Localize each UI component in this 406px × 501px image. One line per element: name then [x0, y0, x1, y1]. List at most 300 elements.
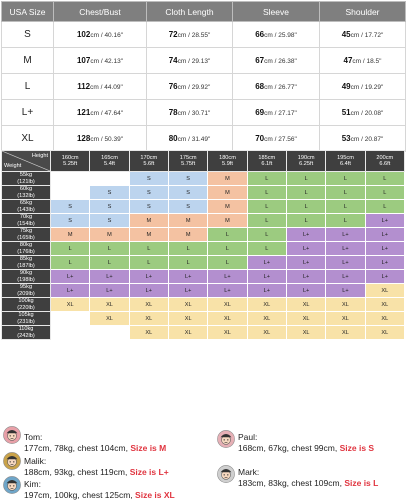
size-grid-cell: L	[247, 242, 286, 256]
size-grid-cell: L	[286, 172, 325, 186]
weight-kg-label: 75kg	[19, 228, 33, 234]
unit-label: cm /	[350, 110, 365, 117]
header-chest-bust: Chest/Bust	[54, 2, 147, 22]
weight-lb-label: (242lb)	[17, 332, 35, 339]
weight-label-cell	[2, 326, 51, 340]
unit-label: cm /	[352, 58, 367, 65]
height-ft-label: 6.4ft	[340, 161, 351, 167]
weight-row	[2, 186, 405, 200]
size-grid-cell: XL	[90, 312, 129, 326]
unit-label: cm /	[350, 32, 365, 39]
height-cm-label: 185cm	[258, 154, 276, 161]
height-cm-label: 165cm	[101, 154, 118, 161]
weight-row	[2, 200, 405, 214]
weight-label-cell	[2, 186, 51, 200]
height-ft-label: 6.25ft	[299, 161, 314, 167]
size-grid-cell: L+	[365, 214, 404, 228]
weight-label-cell	[2, 228, 51, 242]
size-grid-cell: L+	[168, 270, 207, 284]
size-grid-cell	[51, 312, 90, 326]
weight-lb-label: (132lb)	[17, 192, 35, 199]
size-grid-cell: L+	[247, 284, 286, 298]
size-grid-cell: XL	[90, 298, 129, 312]
size-grid-cell: L	[286, 200, 325, 214]
example-size-result: Size is L	[344, 478, 379, 488]
weight-label-cell	[2, 214, 51, 228]
size-grid-cell: XL	[129, 312, 168, 326]
weight-label-cell	[2, 312, 51, 326]
height-cm-label: 200cm	[376, 154, 394, 161]
size-grid-cell: S	[168, 172, 207, 186]
length-measurement-cell	[147, 22, 233, 48]
chest-cm-value: 102	[76, 30, 91, 39]
size-grid-cell: L+	[208, 284, 247, 298]
sleeve-inch-value: 27.17"	[278, 110, 297, 117]
size-grid-cell: XL	[365, 312, 404, 326]
example-person-name: Malik:	[24, 456, 47, 466]
fit-example-3	[238, 467, 378, 489]
size-table-row	[2, 126, 406, 152]
unit-label: cm /	[90, 32, 105, 39]
weight-row	[2, 270, 405, 284]
size-grid-cell: L	[365, 172, 404, 186]
chest-cm-value: 128	[76, 134, 91, 143]
header-sleeve: Sleeve	[233, 2, 320, 22]
weight-row	[2, 284, 405, 298]
unit-label: cm /	[264, 136, 279, 143]
size-grid-cell: L	[168, 256, 207, 270]
example-measurements-line	[238, 443, 374, 454]
size-table-row	[2, 22, 406, 48]
size-grid-cell	[90, 172, 129, 186]
length-measurement-cell	[147, 126, 233, 152]
corner-height-label: Height	[31, 153, 48, 159]
size-grid-cell: L+	[129, 284, 168, 298]
size-grid-cell: L+	[365, 228, 404, 242]
size-table-row	[2, 74, 406, 100]
size-label-cell: S	[2, 22, 54, 48]
fit-grid-header-row	[2, 151, 405, 172]
weight-label-cell	[2, 200, 51, 214]
weight-kg-label: 100kg	[18, 298, 34, 304]
size-grid-cell: S	[90, 200, 129, 214]
size-grid-cell: L+	[326, 270, 365, 284]
size-table-header-row	[2, 2, 406, 22]
size-grid-cell: L+	[51, 284, 90, 298]
size-grid-cell: XL	[168, 312, 207, 326]
weight-kg-label: 70kg	[19, 214, 33, 220]
size-grid-cell: XL	[365, 298, 404, 312]
example-person-name: Paul:	[238, 432, 258, 442]
unit-label: cm /	[177, 58, 192, 65]
size-grid-cell: S	[129, 200, 168, 214]
size-grid-cell: L	[51, 256, 90, 270]
size-grid-cell: L	[326, 214, 365, 228]
size-grid-cell: XL	[208, 326, 247, 340]
example-size-result: Size is M	[130, 443, 167, 453]
size-grid-cell: L+	[286, 242, 325, 256]
weight-label-cell	[2, 284, 51, 298]
size-grid-cell: L	[90, 242, 129, 256]
shoulder-cm-value: 53	[341, 134, 351, 143]
height-ft-label: 6.1ft	[261, 161, 273, 167]
example-stats: 188cm, 93kg, chest 119cm,	[24, 467, 128, 477]
weight-lb-label: (220lb)	[17, 304, 35, 311]
size-label-cell: L+	[2, 100, 54, 126]
unit-label: cm /	[264, 58, 279, 65]
sleeve-cm-value: 69	[255, 108, 265, 117]
chest-inch-value: 50.39"	[104, 136, 124, 143]
sleeve-inch-value: 25.98"	[278, 32, 297, 39]
example-measurements-line	[24, 443, 166, 454]
shoulder-cm-value: 45	[341, 30, 351, 39]
weight-kg-label: 105kg	[18, 312, 34, 318]
size-grid-cell: L	[326, 186, 365, 200]
example-size-result: Size is XL	[135, 490, 175, 500]
weight-lb-label: (209lb)	[17, 290, 35, 297]
example-size-result: Size is L+	[129, 467, 169, 477]
size-grid-cell: S	[129, 172, 168, 186]
height-ft-label: 6.6ft	[379, 161, 391, 167]
chest-inch-value: 40.16"	[104, 32, 124, 39]
weight-kg-label: 90kg	[19, 270, 33, 276]
size-measurement-table	[1, 1, 406, 152]
size-grid-cell: M	[168, 228, 207, 242]
weight-label-cell	[2, 256, 51, 270]
unit-label: cm /	[264, 84, 279, 91]
chest-measurement-cell	[54, 74, 147, 100]
length-cm-value: 72	[168, 30, 178, 39]
size-grid-cell: L	[208, 228, 247, 242]
header-shoulder: Shoulder	[320, 2, 406, 22]
man-with-glasses-avatar-icon	[3, 476, 21, 494]
unit-label: cm /	[264, 32, 279, 39]
size-grid-cell: XL	[51, 298, 90, 312]
example-stats: 177cm, 78kg, chest 104cm,	[24, 443, 128, 453]
unit-label: cm /	[177, 32, 192, 39]
shoulder-measurement-cell	[320, 100, 406, 126]
weight-kg-label: 80kg	[19, 242, 33, 248]
height-ft-label: 5.75ft	[181, 161, 196, 167]
size-grid-cell: XL	[365, 284, 404, 298]
size-grid-cell: L+	[286, 270, 325, 284]
height-cm-label: 160cm	[61, 154, 79, 161]
size-grid-cell: L	[208, 242, 247, 256]
fit-example-4	[24, 479, 175, 501]
shoulder-inch-value: 20.08"	[364, 110, 384, 117]
grid-corner	[2, 151, 51, 172]
height-header-8	[365, 151, 404, 172]
man-with-beanie-avatar-icon	[3, 452, 21, 470]
length-inch-value: 31.49"	[191, 136, 211, 143]
chest-measurement-cell	[54, 48, 147, 74]
size-grid-cell: S	[168, 200, 207, 214]
height-header-2	[129, 151, 168, 172]
unit-label: cm /	[177, 136, 192, 143]
size-grid-cell: L+	[90, 284, 129, 298]
size-grid-cell: S	[129, 186, 168, 200]
size-grid-cell: L	[247, 186, 286, 200]
shoulder-measurement-cell	[320, 126, 406, 152]
sleeve-measurement-cell	[233, 74, 320, 100]
unit-label: cm /	[90, 84, 105, 91]
shoulder-cm-value: 47	[343, 56, 353, 65]
length-inch-value: 28.55"	[191, 32, 211, 39]
size-grid-cell: L	[326, 200, 365, 214]
length-measurement-cell	[147, 100, 233, 126]
weight-kg-label: 85kg	[19, 256, 33, 262]
shoulder-inch-value: 20.87"	[364, 136, 384, 143]
size-grid-cell: XL	[247, 326, 286, 340]
sleeve-cm-value: 66	[255, 30, 265, 39]
sleeve-measurement-cell	[233, 100, 320, 126]
example-person-name: Kim:	[24, 479, 41, 489]
size-grid-cell	[51, 172, 90, 186]
size-label-cell: L	[2, 74, 54, 100]
size-grid-cell: L	[365, 200, 404, 214]
sleeve-inch-value: 27.56"	[278, 136, 297, 143]
height-ft-label: 5.9ft	[222, 161, 233, 167]
unit-label: cm /	[350, 84, 365, 91]
size-grid-cell: M	[129, 214, 168, 228]
height-header-1	[90, 151, 129, 172]
size-grid-cell: L	[286, 186, 325, 200]
weight-lb-label: (121lb)	[17, 178, 35, 185]
length-inch-value: 30.71"	[191, 110, 211, 117]
size-grid-cell: L+	[168, 284, 207, 298]
shoulder-inch-value: 18.5"	[366, 58, 382, 65]
weight-lb-label: (198lb)	[17, 276, 35, 283]
height-cm-label: 180cm	[219, 154, 236, 161]
size-grid-cell: L	[247, 228, 286, 242]
length-measurement-cell	[147, 48, 233, 74]
size-table-row	[2, 100, 406, 126]
size-grid-cell: L+	[365, 242, 404, 256]
man-with-beard-avatar-icon	[217, 465, 235, 483]
height-ft-label: 5.25ft	[63, 161, 78, 167]
height-header-6	[286, 151, 325, 172]
height-header-7	[326, 151, 365, 172]
size-grid-cell: L	[326, 172, 365, 186]
size-grid-cell: S	[51, 200, 90, 214]
weight-label-cell	[2, 270, 51, 284]
height-ft-label: 5.6ft	[143, 161, 155, 167]
size-grid-cell: L	[208, 256, 247, 270]
size-grid-cell: L	[51, 242, 90, 256]
chest-inch-value: 44.09"	[104, 84, 123, 91]
height-ft-label: 5.4ft	[104, 161, 115, 167]
size-grid-cell: XL	[365, 326, 404, 340]
example-size-result: Size is S	[339, 443, 375, 453]
size-grid-cell: L	[247, 172, 286, 186]
size-grid-cell: L	[286, 214, 325, 228]
chest-inch-value: 42.13"	[104, 58, 124, 65]
fit-example-0	[24, 432, 166, 454]
fit-example-2	[24, 456, 169, 478]
size-grid-cell: L+	[129, 270, 168, 284]
weight-kg-label: 95kg	[19, 284, 33, 290]
size-grid-cell: L+	[286, 228, 325, 242]
size-grid-cell: L	[129, 256, 168, 270]
size-grid-cell: XL	[208, 312, 247, 326]
weight-lb-label: (165lb)	[17, 234, 35, 241]
shoulder-inch-value: 17.72"	[364, 32, 384, 39]
shoulder-cm-value: 51	[341, 108, 351, 117]
example-person-name: Mark:	[238, 467, 260, 477]
header-usa-size: USA Size	[2, 2, 54, 22]
size-grid-cell: M	[168, 214, 207, 228]
size-grid-cell: M	[51, 228, 90, 242]
weight-row	[2, 172, 405, 186]
size-grid-cell: L+	[208, 270, 247, 284]
size-grid-cell: S	[90, 186, 129, 200]
size-grid-cell: XL	[326, 298, 365, 312]
weight-kg-label: 110kg	[18, 326, 34, 332]
chest-cm-value: 121	[76, 108, 91, 117]
sleeve-cm-value: 68	[255, 82, 265, 91]
sleeve-inch-value: 26.38"	[278, 58, 297, 65]
size-grid-cell: XL	[286, 298, 325, 312]
size-grid-cell: L+	[286, 284, 325, 298]
weight-lb-label: (154lb)	[17, 220, 35, 227]
size-table-body	[2, 22, 406, 152]
example-measurements-line	[238, 478, 378, 489]
unit-label: cm /	[90, 58, 105, 65]
unit-label: cm /	[90, 136, 105, 143]
chest-cm-value: 107	[76, 56, 91, 65]
weight-label-cell	[2, 242, 51, 256]
weight-lb-label: (143lb)	[17, 206, 35, 213]
size-label-cell: XL	[2, 126, 54, 152]
example-stats: 183cm, 83kg, chest 109cm,	[238, 478, 342, 488]
length-cm-value: 76	[168, 82, 178, 91]
height-header-0	[51, 151, 90, 172]
size-grid-cell: XL	[286, 312, 325, 326]
size-grid-cell	[51, 186, 90, 200]
shoulder-measurement-cell	[320, 74, 406, 100]
weight-label-cell	[2, 298, 51, 312]
size-grid-cell: XL	[129, 298, 168, 312]
size-grid-cell: M	[208, 214, 247, 228]
chest-inch-value: 47.64"	[104, 110, 124, 117]
chest-measurement-cell	[54, 22, 147, 48]
size-grid-cell: L+	[326, 284, 365, 298]
weight-row	[2, 214, 405, 228]
weight-lb-label: (176lb)	[17, 248, 35, 255]
weight-row	[2, 242, 405, 256]
length-cm-value: 80	[168, 134, 178, 143]
length-inch-value: 29.92"	[191, 84, 211, 91]
size-grid-cell: S	[168, 186, 207, 200]
size-grid-cell: L+	[326, 228, 365, 242]
size-grid-cell: XL	[129, 326, 168, 340]
weight-lb-label: (231lb)	[17, 318, 35, 325]
size-grid-cell: S	[51, 214, 90, 228]
size-grid-cell: XL	[247, 298, 286, 312]
weight-lb-label: (187lb)	[17, 262, 35, 269]
unit-label: cm /	[177, 110, 192, 117]
size-grid-cell: XL	[208, 298, 247, 312]
size-grid-cell: XL	[286, 326, 325, 340]
length-cm-value: 74	[168, 56, 178, 65]
size-grid-cell	[90, 326, 129, 340]
size-grid-cell: L+	[326, 242, 365, 256]
height-header-3	[168, 151, 207, 172]
header-cloth-length: Cloth Length	[147, 2, 233, 22]
size-grid-cell: M	[208, 200, 247, 214]
sleeve-measurement-cell	[233, 48, 320, 74]
height-cm-label: 190cm	[297, 154, 315, 161]
sleeve-inch-value: 26.77"	[278, 84, 297, 91]
size-grid-cell: XL	[168, 326, 207, 340]
fit-grid-body	[2, 172, 405, 340]
height-cm-label: 175cm	[179, 154, 197, 161]
height-weight-size-grid	[1, 150, 405, 340]
shoulder-inch-value: 19.29"	[364, 84, 384, 91]
example-person-name: Tom:	[24, 432, 43, 442]
size-grid-cell: L+	[247, 270, 286, 284]
size-grid-cell: M	[129, 228, 168, 242]
size-grid-cell: L+	[51, 270, 90, 284]
size-grid-cell: XL	[326, 326, 365, 340]
chest-measurement-cell	[54, 126, 147, 152]
unit-label: cm /	[90, 110, 105, 117]
weight-row	[2, 312, 405, 326]
length-cm-value: 78	[168, 108, 178, 117]
chest-measurement-cell	[54, 100, 147, 126]
weight-label-cell	[2, 172, 51, 186]
weight-row	[2, 228, 405, 242]
size-grid-cell: XL	[168, 298, 207, 312]
size-grid-cell: L+	[365, 256, 404, 270]
size-grid-cell: L+	[286, 256, 325, 270]
size-label-cell: M	[2, 48, 54, 74]
example-measurements-line	[24, 490, 175, 501]
sleeve-cm-value: 67	[255, 56, 265, 65]
size-grid-cell: XL	[326, 312, 365, 326]
shoulder-cm-value: 49	[341, 82, 351, 91]
fit-example-1	[238, 432, 374, 454]
man-with-hat-avatar-icon	[3, 426, 21, 444]
example-stats: 197cm, 100kg, chest 125cm,	[24, 490, 133, 500]
unit-label: cm /	[264, 110, 279, 117]
size-grid-cell: L+	[326, 256, 365, 270]
sleeve-measurement-cell	[233, 22, 320, 48]
example-stats: 168cm, 67kg, chest 99cm,	[238, 443, 338, 453]
size-grid-cell: XL	[247, 312, 286, 326]
corner-weight-label: Weight	[4, 162, 22, 169]
weight-row	[2, 256, 405, 270]
chest-cm-value: 112	[77, 82, 91, 91]
size-grid-cell: S	[90, 214, 129, 228]
height-header-5	[247, 151, 286, 172]
man-with-cap-avatar-icon	[217, 430, 235, 448]
size-grid-cell: L+	[90, 270, 129, 284]
weight-kg-label: 60kg	[19, 186, 33, 192]
unit-label: cm /	[350, 136, 365, 143]
size-table-row	[2, 48, 406, 74]
sleeve-measurement-cell	[233, 126, 320, 152]
size-grid-cell: L	[247, 214, 286, 228]
size-grid-cell: L+	[247, 256, 286, 270]
height-header-4	[208, 151, 247, 172]
size-grid-cell: L	[247, 200, 286, 214]
size-grid-cell: L	[90, 256, 129, 270]
size-grid-cell: M	[208, 172, 247, 186]
length-inch-value: 29.13"	[191, 58, 211, 65]
size-grid-cell: L	[168, 242, 207, 256]
weight-kg-label: 65kg	[19, 200, 33, 206]
